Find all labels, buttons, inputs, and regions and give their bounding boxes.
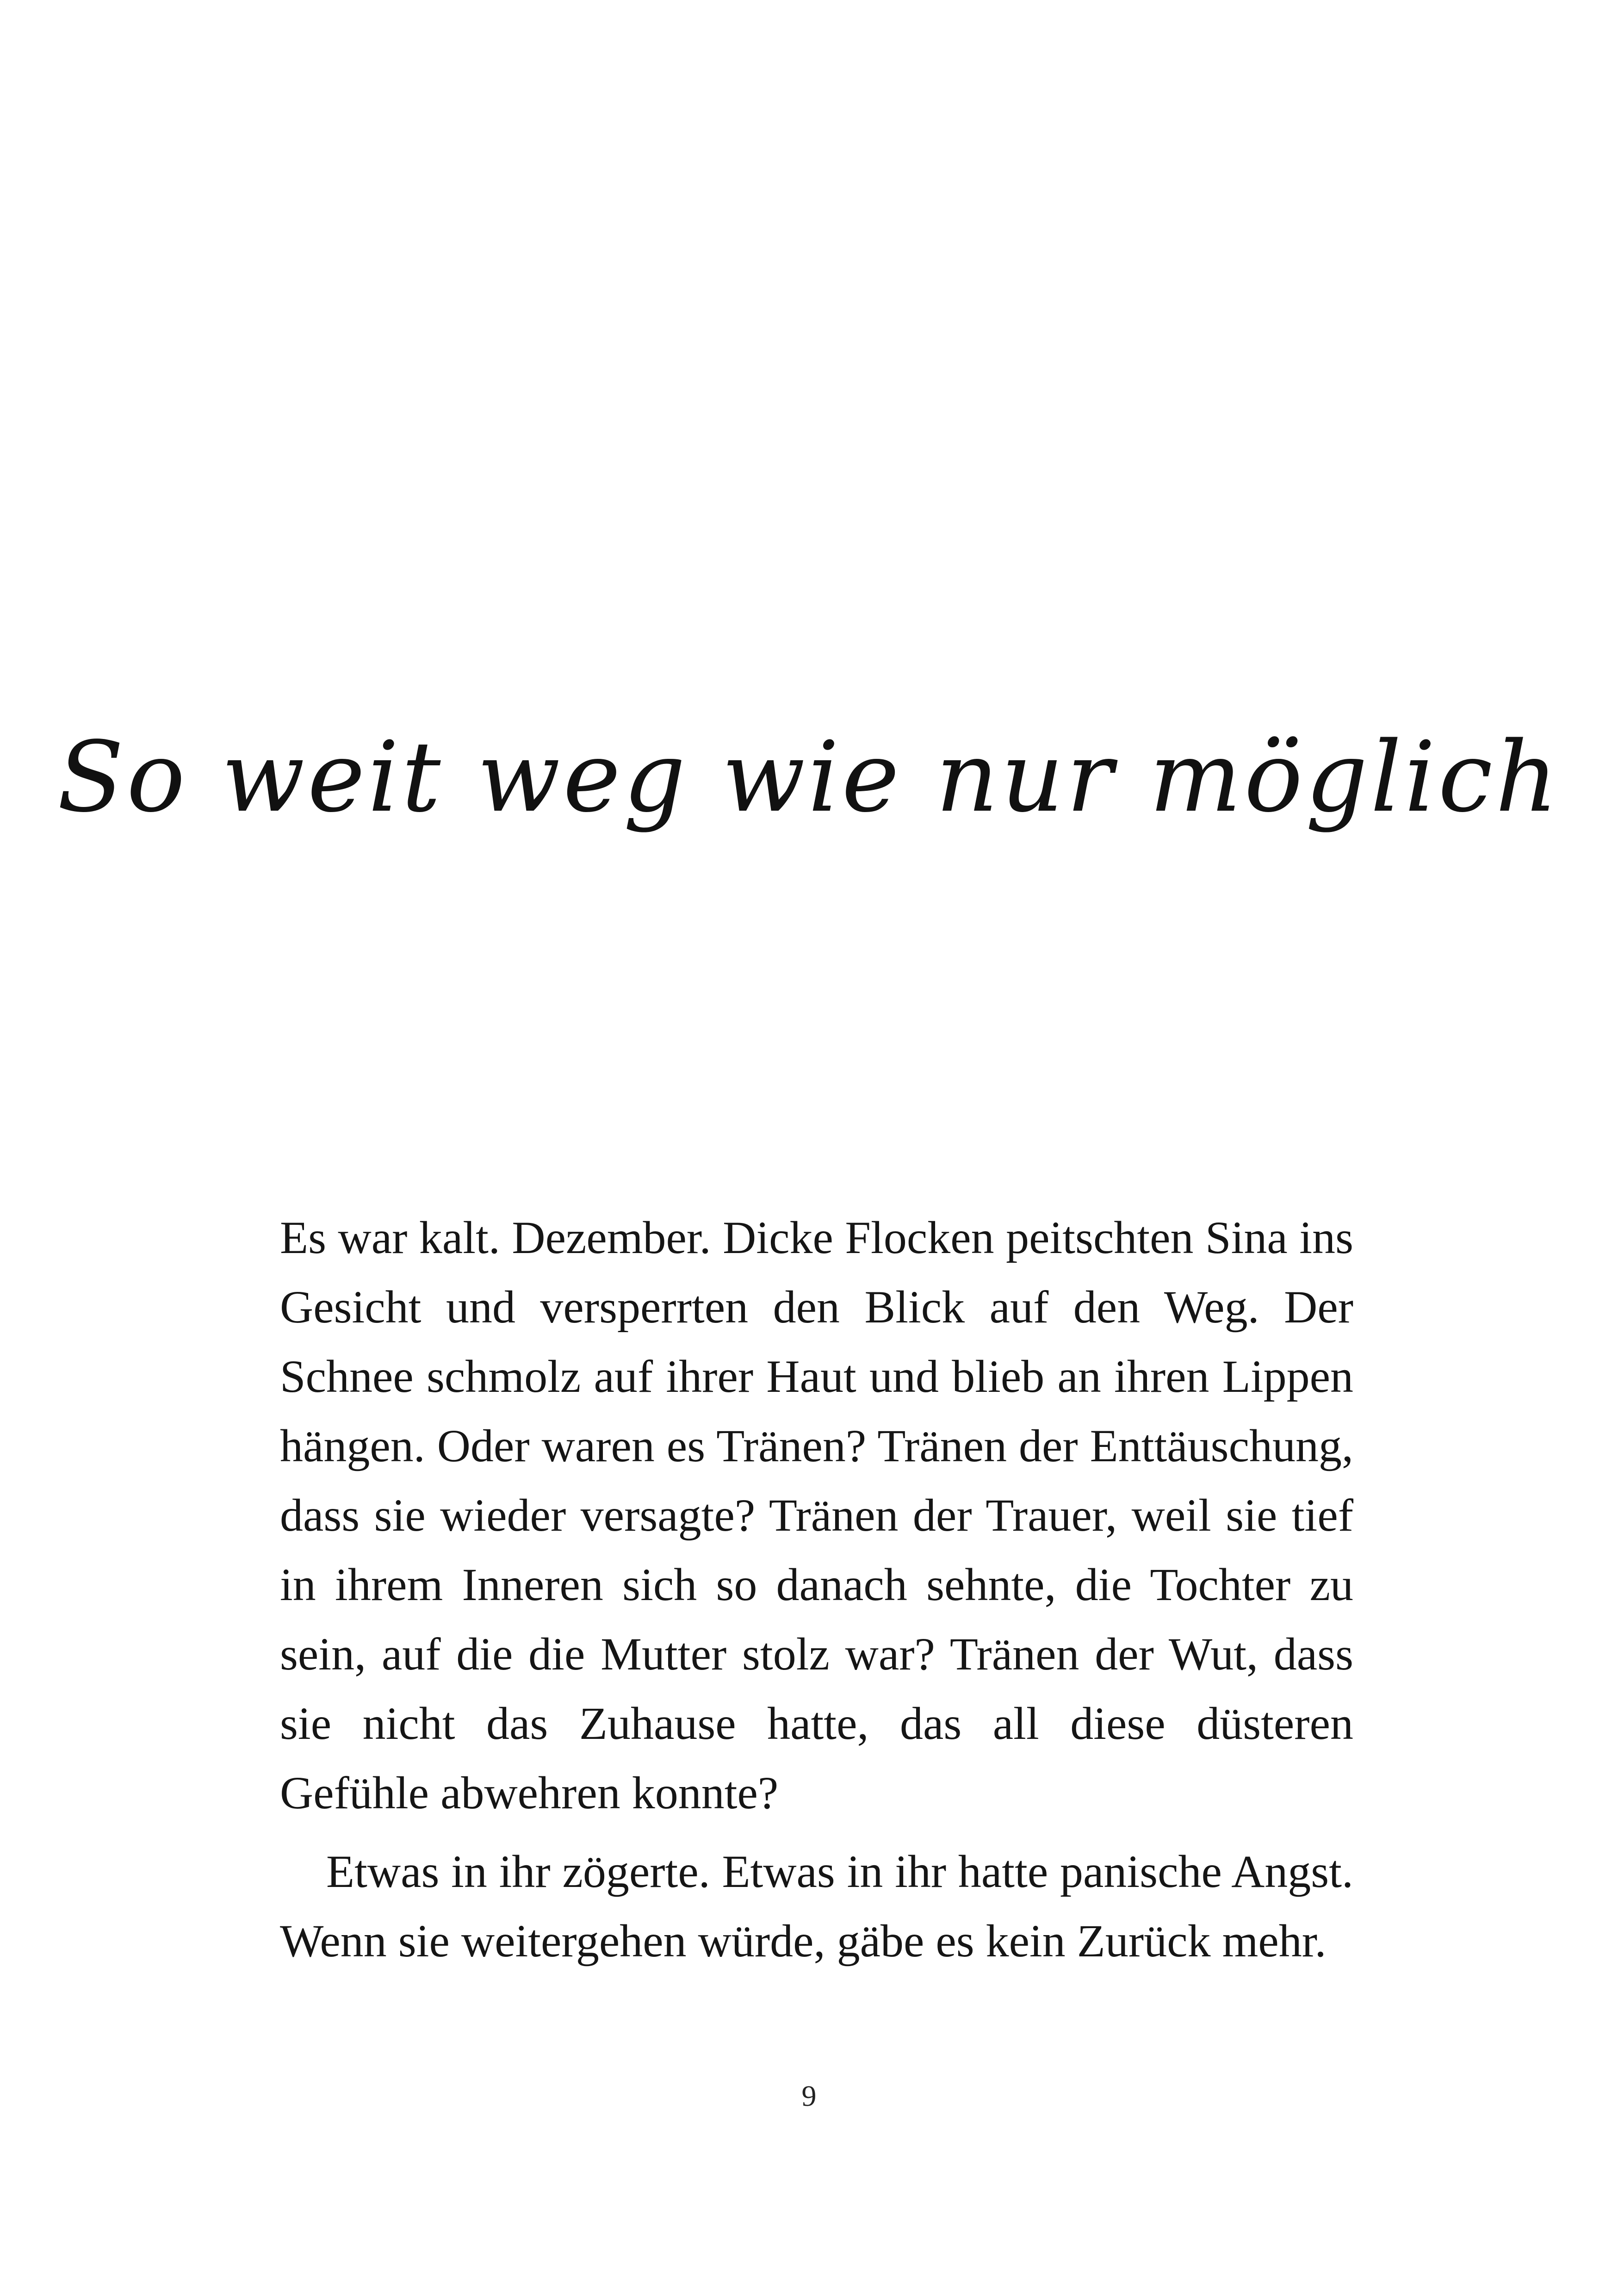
page-number: 9 xyxy=(801,2079,817,2112)
paragraph: Etwas in ihr zögerte. Etwas in ihr hatte panische Angst. Wenn sie weitergehen würde, gäbe es kein Zurück mehr. xyxy=(280,1846,1353,1967)
paragraph: Es war kalt. Dezember. Dicke Flocken peitschten Sina ins Gesicht und versperrten den Blick auf den Weg. Der Schnee schmolz auf ihrer Haut und blieb an ihren Lippen hängen. Oder waren es Tränen? Tränen der Enttäuschung, dass sie wieder versagte? Tränen der Trauer, weil sie tief in ihrem Inneren sich so danach sehnte, die Tochter zu sein, auf die die Mutter stolz war? Tränen der Wut, dass sie nicht das Zuhause hatte, das all diese düsteren Gefühle abwehren konnte? xyxy=(280,1212,1353,1818)
body-text xyxy=(280,1203,1353,1976)
chapter-title: So weit weg wie nur möglich xyxy=(57,720,1561,834)
